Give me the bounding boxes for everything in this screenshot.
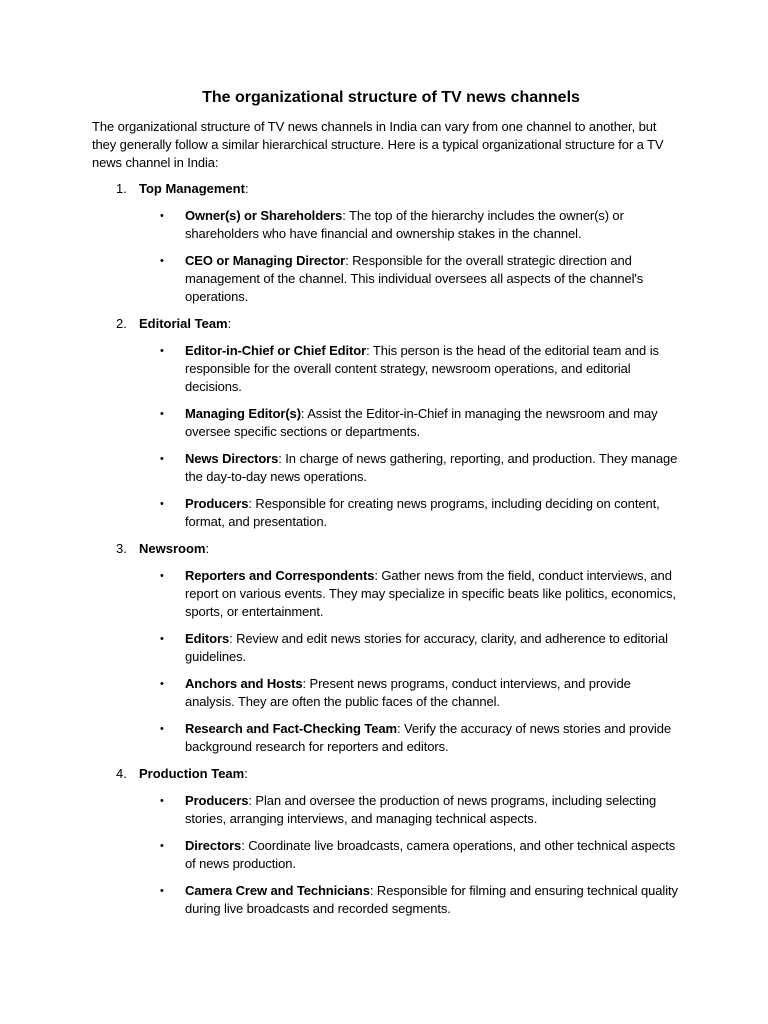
bullet-list	[92, 567, 682, 756]
bullet-icon: •	[160, 210, 164, 222]
list-item-term: Editors	[185, 631, 230, 646]
section-title: Production Team	[139, 766, 245, 781]
section-number: 1.	[116, 181, 127, 196]
bullet-list	[92, 207, 682, 306]
list-item-term: News Directors	[185, 451, 279, 466]
list-item-term: CEO or Managing Director	[185, 253, 346, 268]
list-item-text: : Responsible for filming and ensuring technical quality during live broadcasts and recorded segments.	[185, 883, 678, 916]
section	[92, 540, 682, 756]
list-item-text: : Responsible for the overall strategic direction and management of the channel. This individual oversees all aspects of the channel's operations.	[185, 253, 644, 304]
section-number: 2.	[116, 316, 127, 331]
bullet-icon: •	[160, 795, 164, 807]
bullet-icon: •	[160, 498, 164, 510]
section-title: Editorial Team	[139, 316, 228, 331]
list-item-text: : Plan and oversee the production of news programs, including selecting stories, arranging interviews, and managing technical aspects.	[185, 793, 657, 826]
section-heading	[92, 315, 682, 333]
list-item-text: : Present news programs, conduct interviews, and provide analysis. They are often the public faces of the channel.	[185, 676, 631, 709]
list-item-term: Camera Crew and Technicians	[185, 883, 370, 898]
bullet-icon: •	[160, 345, 164, 357]
list-item-term: Directors	[185, 838, 242, 853]
bullet-icon: •	[160, 408, 164, 420]
bullet-icon: •	[160, 255, 164, 267]
list-item	[92, 252, 682, 306]
list-item	[92, 675, 682, 711]
section-title-colon: :	[244, 766, 248, 781]
list-item	[92, 567, 682, 621]
list-item-text: : Verify the accuracy of news stories and provide background research for reporters and editors.	[185, 721, 671, 754]
list-item-term: Editor-in-Chief or Chief Editor	[185, 343, 367, 358]
list-item-text: : Gather news from the field, conduct interviews, and report on various events. They may specialize in specific beats like politics, economics, sports, or entertainment.	[185, 568, 676, 619]
list-item	[92, 450, 682, 486]
list-item-term: Anchors and Hosts	[185, 676, 303, 691]
section-number: 3.	[116, 541, 127, 556]
bullet-icon: •	[160, 678, 164, 690]
list-item	[92, 207, 682, 243]
list-item-text: : This person is the head of the editorial team and is responsible for the overall content strategy, newsroom operations, and editorial decisions.	[185, 343, 659, 394]
list-item	[92, 630, 682, 666]
section-title-colon: :	[244, 181, 249, 196]
list-item-text: : Review and edit news stories for accuracy, clarity, and adherence to editorial guidelines.	[185, 631, 668, 664]
list-item-term: Producers	[185, 496, 249, 511]
bullet-icon: •	[160, 570, 164, 582]
list-item	[92, 837, 682, 873]
sections-list	[92, 180, 682, 918]
bullet-icon: •	[160, 840, 164, 852]
list-item-text: : Coordinate live broadcasts, camera operations, and other technical aspects of news production.	[185, 838, 676, 871]
section-title-colon: :	[205, 541, 210, 556]
list-item	[92, 405, 682, 441]
section-heading	[92, 765, 682, 783]
list-item-term: Managing Editor(s)	[185, 406, 301, 421]
list-item	[92, 495, 682, 531]
document-title: The organizational structure of TV news channels	[202, 89, 580, 106]
bullet-list	[92, 342, 682, 531]
section-number: 4.	[116, 766, 127, 781]
list-item-text: : Assist the Editor-in-Chief in managing the newsroom and may oversee specific sections or departments.	[185, 406, 658, 439]
section-title-colon: :	[227, 316, 232, 331]
list-item	[92, 720, 682, 756]
section-heading	[92, 180, 682, 198]
list-item	[92, 792, 682, 828]
list-item-term: Research and Fact-Checking Team	[185, 721, 397, 736]
list-item-text: : In charge of news gathering, reporting, and production. They manage the day-to-day news operations.	[185, 451, 678, 484]
list-item-text: : Responsible for creating news programs, including deciding on content, format, and presentation.	[185, 496, 660, 529]
bullet-icon: •	[160, 633, 164, 645]
section	[92, 765, 682, 918]
section	[92, 315, 682, 531]
document-page	[92, 88, 682, 927]
section	[92, 180, 682, 306]
bullet-list	[92, 792, 682, 918]
list-item-term: Producers	[185, 793, 249, 808]
bullet-icon: •	[160, 453, 164, 465]
intro-paragraph: The organizational structure of TV news channels in India can vary from one channel to another, but they generally follow a similar hierarchical structure. Here is a typical organizational structure for a TV news channel in India:	[92, 119, 664, 170]
list-item-term: Owner(s) or Shareholders	[185, 208, 343, 223]
list-item-text: : The top of the hierarchy includes the owner(s) or shareholders who have financial and ownership stakes in the channel.	[185, 208, 624, 241]
list-item	[92, 882, 682, 918]
section-title: Top Management	[139, 181, 245, 196]
bullet-icon: •	[160, 723, 164, 735]
list-item	[92, 342, 682, 396]
section-title: Newsroom	[139, 541, 206, 556]
list-item-term: Reporters and Correspondents	[185, 568, 375, 583]
bullet-icon: •	[160, 885, 164, 897]
section-heading	[92, 540, 682, 558]
